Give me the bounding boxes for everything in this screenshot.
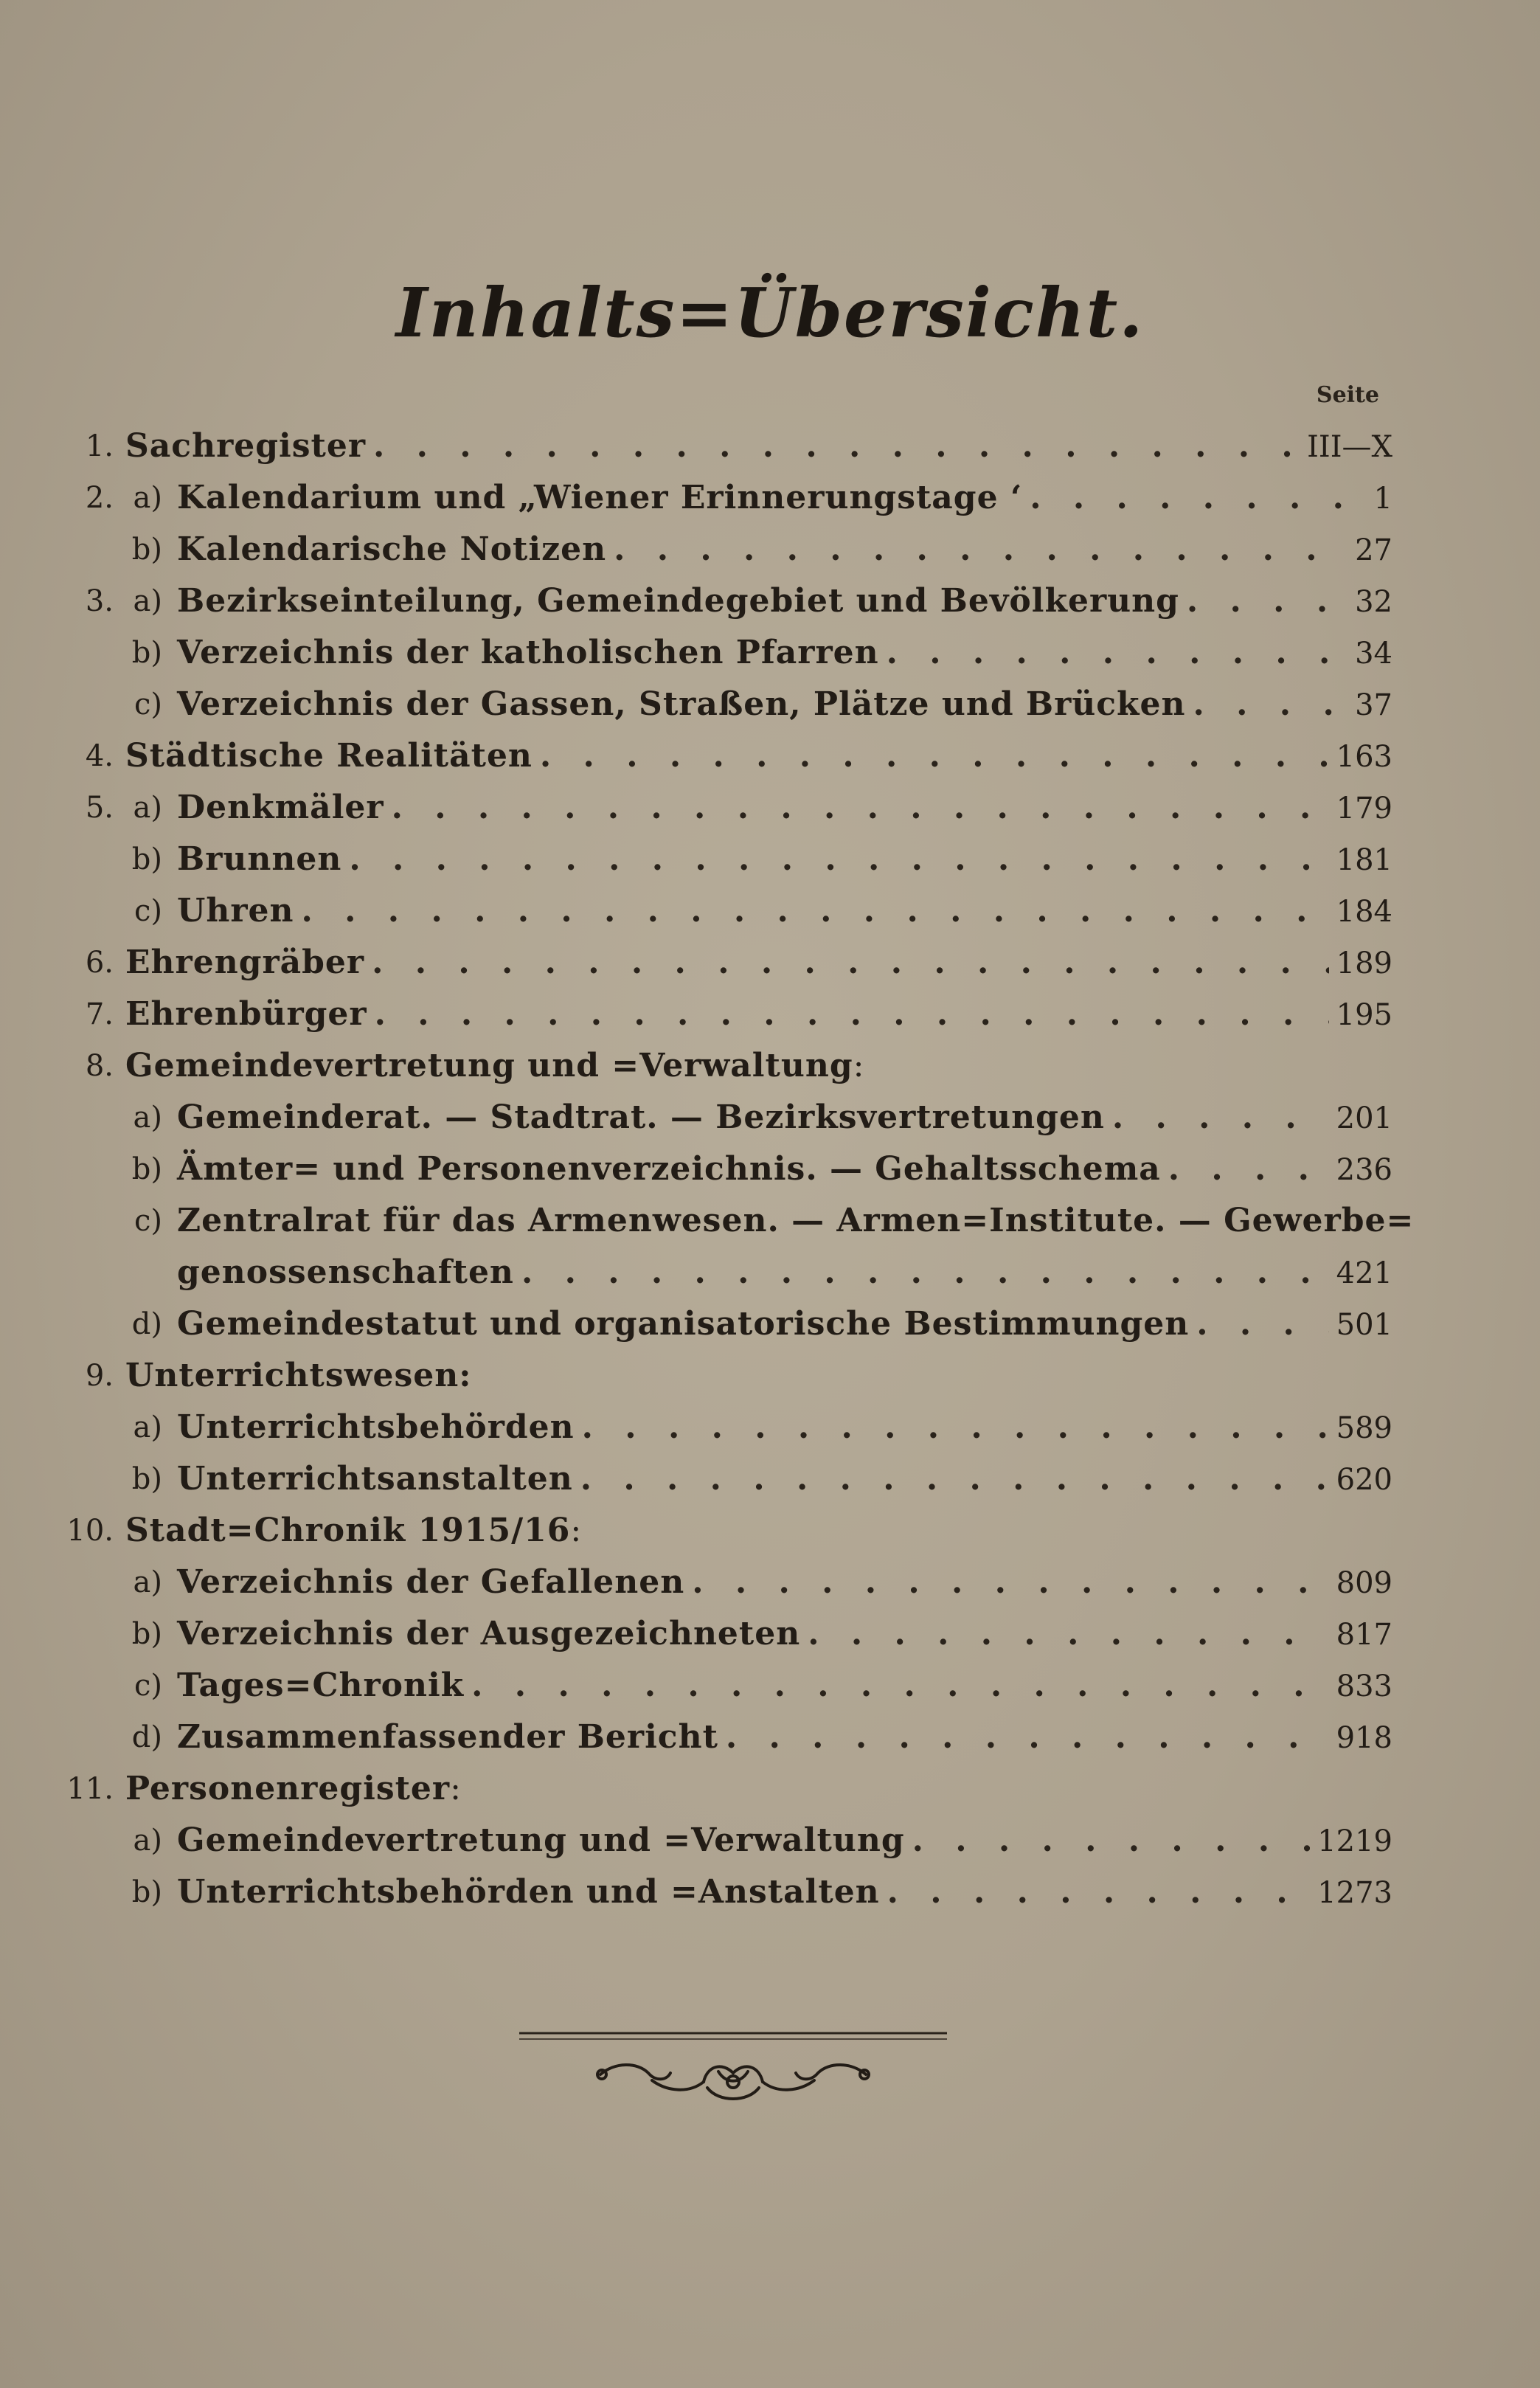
entry-line <box>125 937 1392 989</box>
entry-label: Ehrenbürger <box>125 995 367 1033</box>
entry-label: Zusammenfassender Bericht <box>177 1718 718 1756</box>
dot-leader <box>1112 1092 1329 1143</box>
entry-subletter: a) <box>133 1411 162 1444</box>
dot-leader <box>912 1815 1311 1866</box>
dot-leader <box>373 421 1300 472</box>
entry-page-number: 1 <box>1373 482 1392 516</box>
entry-line <box>177 1815 1392 1867</box>
entry-subletter: b) <box>131 842 162 876</box>
entry-label: Unterrichtsbehörden <box>177 1408 575 1446</box>
dot-leader <box>1187 575 1348 627</box>
entry-label: Unterrichtswesen: <box>125 1357 472 1394</box>
entry-label: Unterrichtsbehörden und =Anstalten <box>177 1873 880 1911</box>
entry-subletter: b) <box>131 533 162 567</box>
toc-entry <box>0 834 1540 885</box>
entry-label: Gemeindestatut und organisatorische Bestimmungen <box>177 1305 1190 1343</box>
entry-line <box>125 421 1392 473</box>
entry-line <box>177 1143 1392 1196</box>
entry-label: Kalendarium und „Wiener Erinnerungstage ‘ <box>177 479 1023 516</box>
toc-entry <box>0 1453 1540 1505</box>
decorative-ornament <box>519 2029 947 2117</box>
dot-leader <box>375 989 1329 1040</box>
dot-leader <box>582 1402 1329 1453</box>
dot-leader <box>1030 472 1356 524</box>
toc-entry <box>0 1247 1540 1298</box>
entry-line <box>125 1505 1392 1557</box>
entry-label: Gemeindevertretung und =Verwaltung <box>125 1047 853 1084</box>
entry-line <box>177 782 1392 834</box>
entry-subletter: a) <box>133 1565 162 1599</box>
entry-page-number: 163 <box>1336 740 1392 774</box>
page-column-header: Seite <box>1316 382 1379 408</box>
entry-subletter: c) <box>133 894 162 928</box>
entry-number: 1. <box>85 429 114 463</box>
entry-label: Verzeichnis der Gefallenen <box>177 1563 685 1601</box>
toc-entry <box>0 472 1540 524</box>
dot-leader <box>1193 679 1348 730</box>
entry-subletter: a) <box>133 1824 162 1858</box>
entry-label: Tages=Chronik <box>177 1667 465 1704</box>
entry-page-number: 620 <box>1336 1463 1392 1497</box>
toc-entry <box>0 1866 1540 1918</box>
toc-entry <box>0 1402 1540 1453</box>
toc-entry <box>0 1298 1540 1350</box>
toc-entry <box>0 627 1540 679</box>
entry-page-number: 833 <box>1336 1669 1392 1703</box>
entry-number: 2. <box>85 481 114 515</box>
entry-subletter: d) <box>131 1307 162 1341</box>
entry-subletter: b) <box>131 1875 162 1909</box>
toc-entry <box>0 989 1540 1040</box>
toc-entry <box>0 1350 1540 1402</box>
entry-label: Verzeichnis der Gassen, Straßen, Plätze und Brücken <box>177 685 1186 723</box>
entry-label: genossenschaften <box>177 1253 514 1291</box>
entry-page-number: 1273 <box>1317 1876 1392 1910</box>
entry-line <box>177 1866 1392 1919</box>
entry-label: Denkmäler <box>177 789 384 826</box>
entry-subletter: b) <box>131 1617 162 1651</box>
entry-page-number: 817 <box>1336 1618 1392 1652</box>
entry-label: Brunnen <box>177 840 342 878</box>
toc-entry <box>0 1143 1540 1195</box>
entry-label: Kalendarische Notizen <box>177 530 607 568</box>
entry-label: Verzeichnis der katholischen Pfarren <box>177 634 879 671</box>
entry-colon: : <box>570 1512 582 1549</box>
toc-entry <box>0 1763 1540 1815</box>
entry-number: 5. <box>85 791 114 825</box>
entry-line <box>177 1092 1392 1144</box>
dot-leader <box>887 627 1348 679</box>
toc-entry <box>0 524 1540 575</box>
entry-line <box>125 989 1392 1041</box>
entry-number: 3. <box>85 584 114 618</box>
entry-subletter: b) <box>131 636 162 670</box>
entry-subletter: a) <box>133 481 162 515</box>
entry-line <box>177 1557 1392 1609</box>
entry-page-number: 201 <box>1336 1101 1392 1135</box>
dot-leader <box>808 1608 1328 1660</box>
entry-colon: : <box>853 1047 864 1084</box>
entry-label: Uhren <box>177 892 294 930</box>
entry-line <box>177 834 1392 886</box>
entry-page-number: 181 <box>1336 843 1392 877</box>
dot-leader <box>302 885 1329 937</box>
entry-label: Personenregister <box>125 1770 451 1807</box>
entry-label: Sachregister <box>125 427 366 465</box>
toc-entry <box>0 782 1540 834</box>
toc-entry <box>0 1660 1540 1712</box>
dot-leader <box>349 834 1328 885</box>
entry-line <box>177 1402 1392 1454</box>
dot-leader <box>372 937 1329 989</box>
toc-entry <box>0 679 1540 730</box>
entry-line <box>125 1763 1392 1815</box>
toc-entry <box>0 1557 1540 1608</box>
entry-subletter: c) <box>133 1204 162 1238</box>
toc-entry <box>0 1195 1540 1247</box>
entry-page-number: 32 <box>1355 585 1392 619</box>
entry-number: 4. <box>85 739 114 773</box>
entry-line <box>177 524 1392 576</box>
entry-page-number: 184 <box>1336 895 1392 929</box>
dot-leader <box>887 1866 1311 1918</box>
entry-label: Gemeindevertretung und =Verwaltung <box>177 1821 905 1859</box>
entry-label: Bezirkseinteilung, Gemeindegebiet und Bevölkerung <box>177 582 1179 620</box>
dot-leader <box>1168 1143 1329 1195</box>
entry-page-number: 189 <box>1336 946 1392 980</box>
entry-number: 6. <box>85 946 114 980</box>
entry-page-number: 179 <box>1336 792 1392 826</box>
entry-page-number: 501 <box>1336 1308 1392 1342</box>
entry-page-number: 918 <box>1336 1721 1392 1755</box>
entry-line <box>125 1350 1392 1402</box>
toc-entry <box>0 1092 1540 1143</box>
entry-number: 7. <box>85 997 114 1031</box>
entry-label: Stadt=Chronik 1915/16 <box>125 1512 571 1549</box>
entry-label: Unterrichtsanstalten <box>177 1460 573 1498</box>
entry-page-number: 236 <box>1336 1153 1392 1187</box>
entry-line <box>177 1608 1392 1661</box>
entry-number: 9. <box>85 1359 114 1393</box>
entry-label: Zentralrat für das Armenwesen. — Armen=Institute. — Gewerbe= <box>177 1202 1415 1239</box>
entry-page-number: III—X <box>1307 430 1392 464</box>
dot-leader <box>614 524 1348 575</box>
entry-page-number: 589 <box>1336 1411 1392 1445</box>
dot-leader <box>521 1247 1329 1298</box>
toc-entry <box>0 1040 1540 1092</box>
entry-line <box>177 1195 1415 1247</box>
entry-line <box>177 627 1392 679</box>
entry-line <box>177 679 1392 731</box>
entry-label: Ehrengräber <box>125 944 365 981</box>
entry-label: Verzeichnis der Ausgezeichneten <box>177 1615 801 1652</box>
entry-line <box>177 575 1392 628</box>
entry-colon: : <box>450 1770 461 1807</box>
dot-leader <box>580 1453 1329 1505</box>
entry-subletter: b) <box>131 1152 162 1186</box>
entry-page-number: 1219 <box>1317 1824 1392 1858</box>
toc-entry <box>0 575 1540 627</box>
toc-entry <box>0 885 1540 937</box>
entry-line <box>177 1247 1392 1299</box>
toc-entry <box>0 1712 1540 1763</box>
entry-subletter: a) <box>133 584 162 618</box>
toc-entry <box>0 937 1540 989</box>
dot-leader <box>692 1557 1328 1608</box>
entry-number: 10. <box>66 1514 114 1548</box>
entry-number: 8. <box>85 1049 114 1083</box>
dot-leader <box>540 730 1329 782</box>
toc-entry <box>0 1505 1540 1557</box>
toc-entry <box>0 421 1540 472</box>
dot-leader <box>392 782 1329 834</box>
entry-page-number: 27 <box>1355 533 1392 567</box>
entry-line <box>125 1040 1392 1092</box>
toc-entry <box>0 1608 1540 1660</box>
toc-entry <box>0 730 1540 782</box>
entry-line <box>125 730 1392 783</box>
entry-subletter: b) <box>131 1462 162 1496</box>
entry-page-number: 34 <box>1355 637 1392 671</box>
dot-leader <box>1196 1298 1328 1350</box>
entry-page-number: 37 <box>1355 688 1392 722</box>
entry-number: 11. <box>66 1772 114 1806</box>
entry-page-number: 421 <box>1336 1256 1392 1290</box>
entry-subletter: a) <box>133 791 162 825</box>
entry-page-number: 809 <box>1336 1566 1392 1600</box>
page-title: Inhalts=Übersicht. <box>395 273 1145 353</box>
dot-leader <box>726 1712 1329 1763</box>
entry-line <box>177 1453 1392 1506</box>
entry-label: Städtische Realitäten <box>125 737 533 775</box>
entry-line <box>177 885 1392 938</box>
entry-line <box>177 1712 1392 1764</box>
entry-subletter: c) <box>133 688 162 721</box>
entry-label: Ämter= und Personenverzeichnis. — Gehaltsschema <box>177 1150 1161 1188</box>
entry-label: Gemeinderat. — Stadtrat. — Bezirksvertretungen <box>177 1098 1105 1136</box>
entry-subletter: d) <box>131 1720 162 1754</box>
entry-line <box>177 1298 1392 1351</box>
toc-entry <box>0 1815 1540 1866</box>
dot-leader <box>471 1660 1328 1712</box>
entry-line <box>177 472 1392 525</box>
entry-subletter: a) <box>133 1101 162 1135</box>
entry-page-number: 195 <box>1336 998 1392 1032</box>
entry-subletter: c) <box>133 1669 162 1703</box>
entry-line <box>177 1660 1392 1712</box>
